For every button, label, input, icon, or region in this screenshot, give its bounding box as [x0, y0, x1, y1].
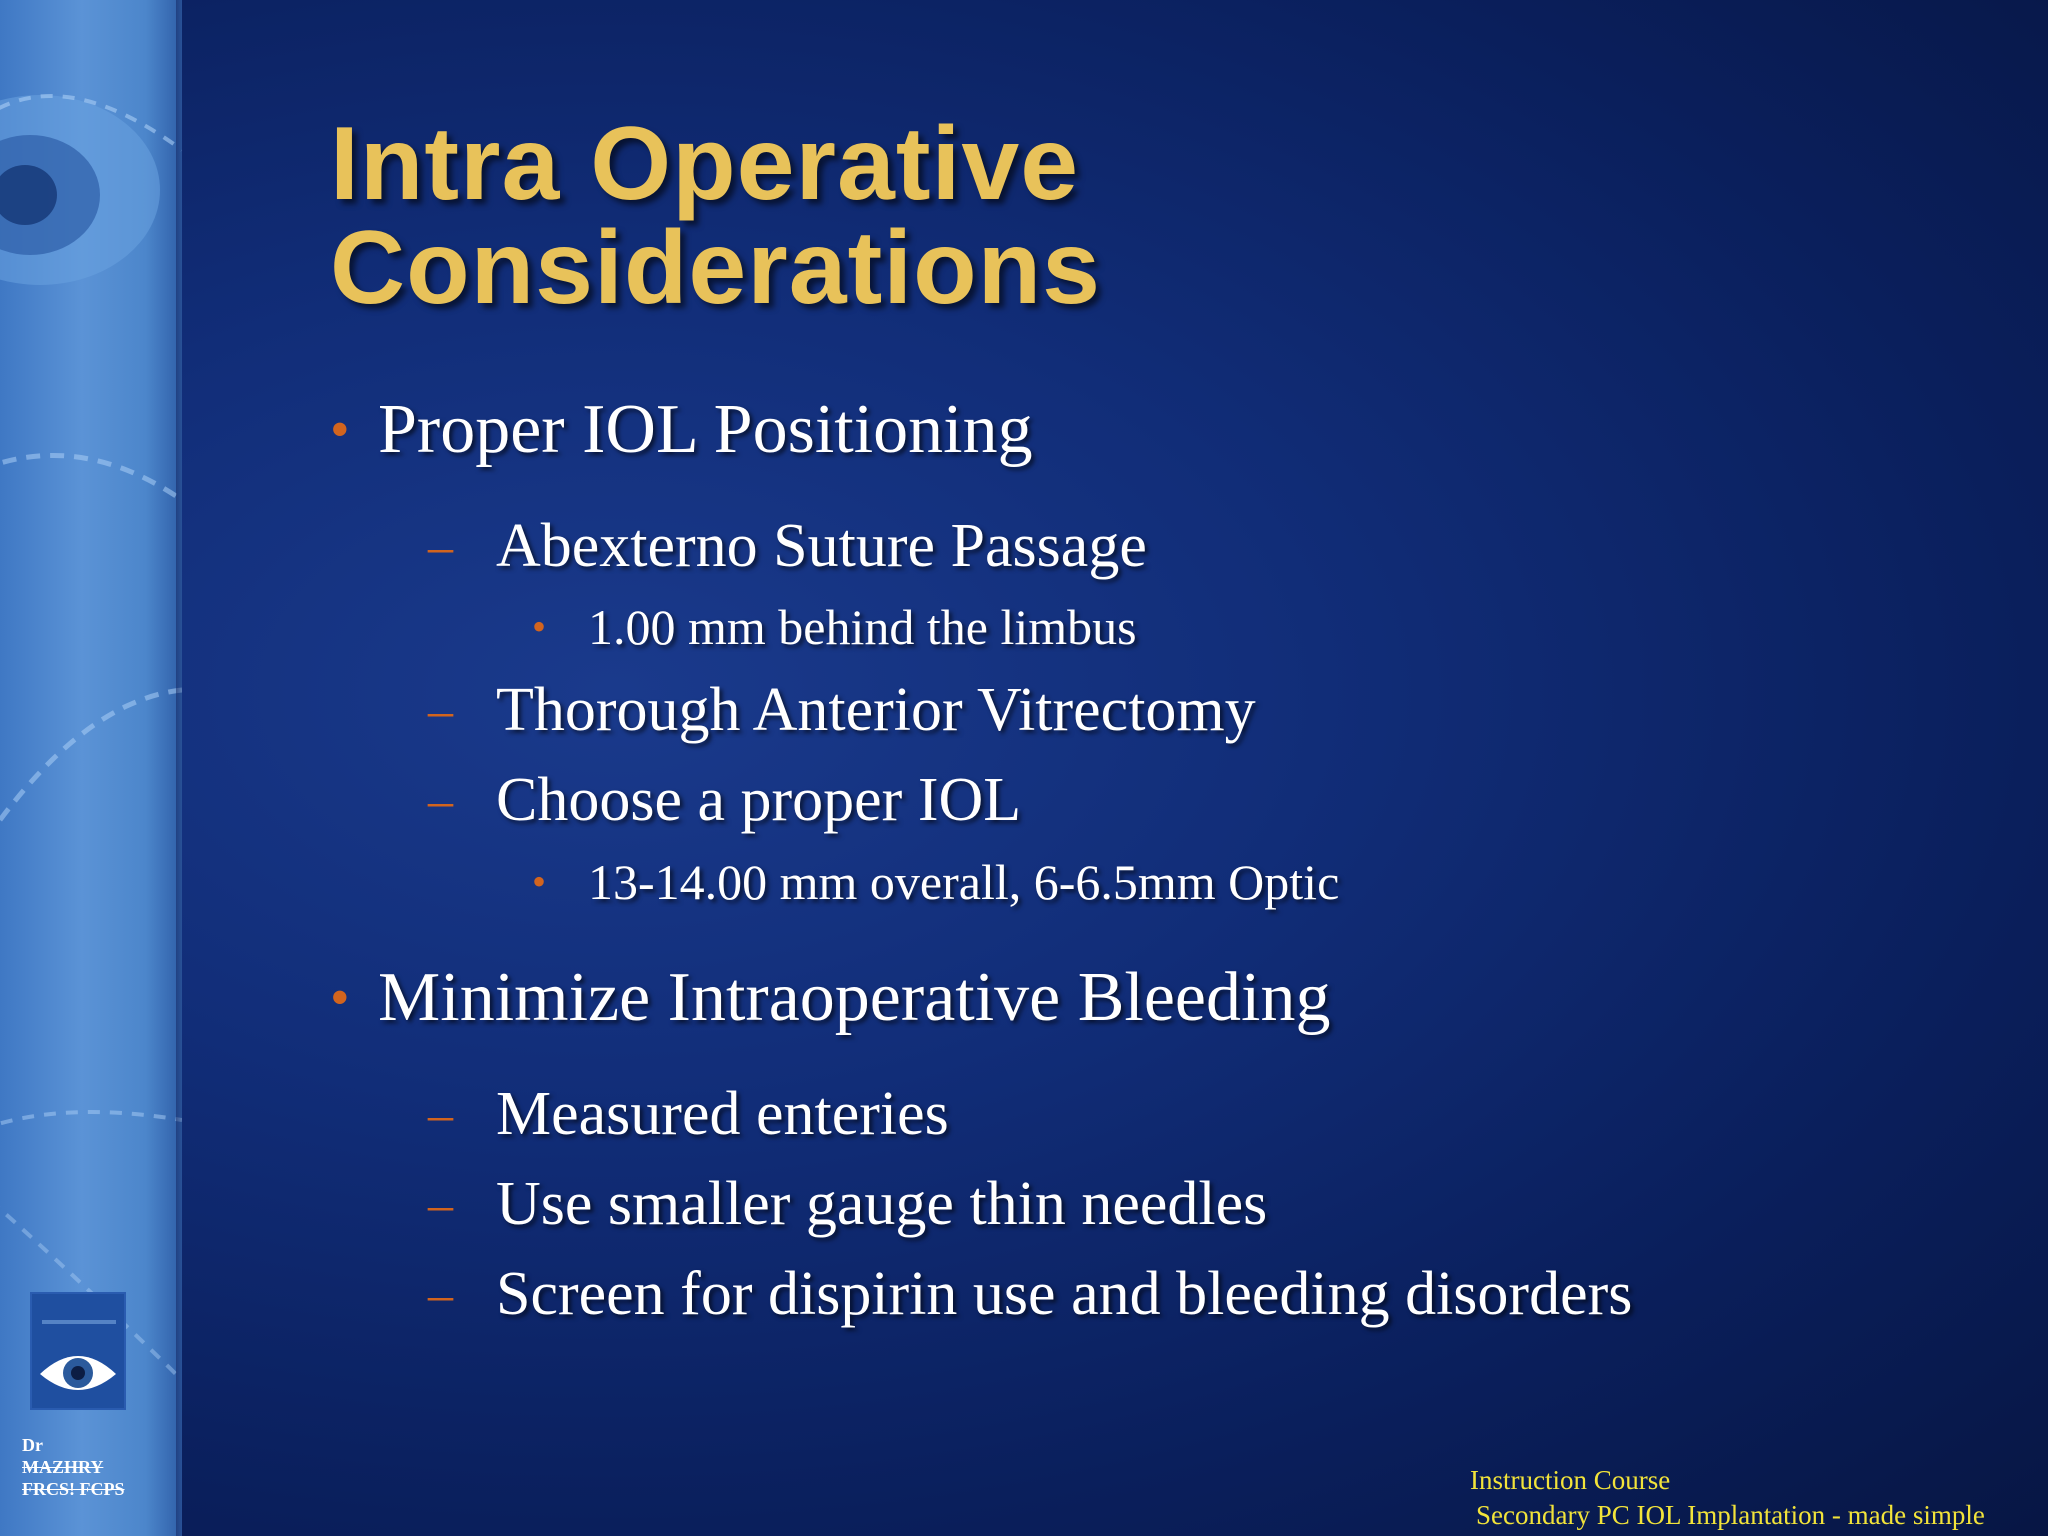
sub-bullet-text: Abexterno Suture Passage — [496, 512, 1147, 580]
credit-name: MAZHRY — [22, 1457, 104, 1477]
credit-qualifications: FRCS! FCPS — [22, 1479, 125, 1499]
credit-title: Dr — [22, 1435, 43, 1455]
footer-course-label: Instruction Course — [1470, 1465, 1671, 1495]
sub-sub-bullet-item — [532, 597, 1137, 657]
dash-marker: – — [428, 518, 453, 574]
dash-marker: – — [428, 682, 453, 738]
sub-bullet-item — [428, 1168, 1267, 1240]
logo-book — [30, 1292, 126, 1410]
bullet-item — [330, 958, 1330, 1038]
author-credit — [22, 1434, 182, 1500]
sub-bullet-item — [428, 510, 1147, 582]
sub-sub-bullet-item — [532, 852, 1339, 912]
decorative-sidebar — [0, 0, 182, 1536]
slide-title — [330, 106, 1101, 326]
sub-bullet-text: Thorough Anterior Vitrectomy — [496, 676, 1256, 744]
title-line-2: Considerations — [330, 210, 1101, 326]
dash-marker: – — [428, 1266, 453, 1322]
footer-course-title: Secondary PC IOL Implantation - made simple — [1476, 1500, 1985, 1530]
sub-bullet-item — [428, 1078, 949, 1150]
sub-bullet-item — [428, 764, 1021, 836]
sub-bullet-text: Use smaller gauge thin needles — [496, 1170, 1268, 1238]
title-line-1: Intra Operative — [330, 106, 1080, 222]
sub-bullet-item — [428, 674, 1256, 746]
bullet-marker: • — [330, 967, 350, 1029]
sub-sub-bullet-text: 13-14.00 mm overall, 6-6.5mm Optic — [588, 854, 1340, 910]
dash-marker: – — [428, 1176, 453, 1232]
sub-bullet-text: Choose a proper IOL — [496, 766, 1022, 834]
dash-marker: – — [428, 772, 453, 828]
bullet-text: Minimize Intraoperative Bleeding — [378, 959, 1331, 1036]
bullet-marker: • — [532, 859, 547, 904]
sub-bullet-text: Measured enteries — [496, 1080, 949, 1148]
sub-bullet-item — [428, 1258, 1632, 1330]
bullet-item — [330, 390, 1033, 470]
dash-marker: – — [428, 1086, 453, 1142]
bullet-marker: • — [330, 399, 350, 461]
bullet-text: Proper IOL Positioning — [378, 391, 1033, 468]
bullet-marker: • — [532, 604, 547, 649]
sub-sub-bullet-text: 1.00 mm behind the limbus — [588, 599, 1137, 655]
sub-bullet-text: Screen for dispirin use and bleeding disorders — [496, 1260, 1633, 1328]
eye-icon — [32, 1294, 124, 1408]
